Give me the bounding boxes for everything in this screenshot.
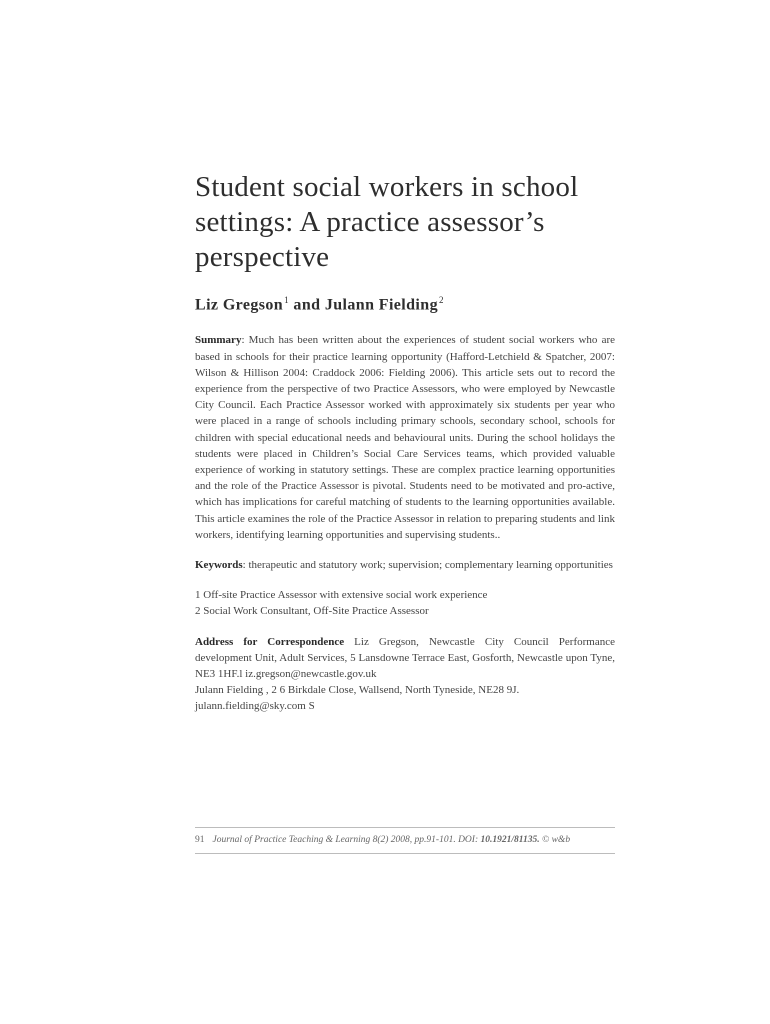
address-label: Address for Correspondence (195, 635, 345, 648)
keywords-text: : therapeutic and statutory work; supervision; complementary learning opportunities (242, 558, 613, 571)
article-title: Student social workers in school settings: A practice assessor’s perspective (195, 171, 579, 273)
author-name: Liz Gregson (195, 296, 284, 314)
summary-label: Summary (195, 334, 242, 347)
address-line (195, 634, 615, 683)
keywords-label: Keywords (195, 558, 243, 571)
summary-paragraph (195, 332, 615, 543)
journal-footer (195, 827, 615, 854)
rights-text: © w&b (539, 835, 571, 845)
page-number: 91 (195, 835, 205, 845)
correspondence-address (195, 634, 615, 715)
author-line (195, 295, 615, 314)
author-notes (195, 587, 615, 619)
author-footnote-marker: 1 (284, 295, 290, 305)
address-line: Julann Fielding , 2 6 Birkdale Close, Wallsend, North Tyneside, NE28 9J. (195, 684, 520, 697)
author-note: 1 Off-site Practice Assessor with extensive social work experience (195, 589, 488, 602)
doi-text: 10.1921/81135. (480, 835, 540, 845)
summary-text: : Much has been written about the experiences of student social workers who are based in schools for their practice learning opportunity (Hafford-Letchield & Spatcher, 2007: Wilson & Hillison 2004: Craddock 2006: Fielding 2006). This article sets out to record the experience from the perspective of two Practice Assessors, who were employed by Newcastle City Council. Each Practice Assessor worked with approximately six students per year who were placed in a range of schools including primary schools, secondary school, schools for children with special educational needs and behavioural units. During the school holidays the students were placed in Children’s Social Care Services teams, which provided valuable experience of working in statutory settings. These are complex practice learning opportunities and the role of the Practice Assessor is pivotal. Students need to be motivated and pro-active, which has implications for careful matching of students to the learning opportunities available. This article examines the role of the Practice Assessor in relation to preparing students and link workers, identifying learning opportunities and supervising students.. (195, 334, 615, 541)
author-connector: and (293, 296, 321, 314)
address-line: julann.fielding@sky.com S (195, 700, 315, 713)
author-note: 2 Social Work Consultant, Off-Site Practice Assessor (195, 605, 429, 618)
article-first-page (195, 170, 615, 715)
keywords-paragraph (195, 557, 615, 573)
address-text: Liz Gregson, Newcastle City Council Performance development Unit, Adult Services, 5 Lansdowne Terrace East, Gosforth, Newcastle upon Tyne, NE3 1HF.l iz.gregson@newcastle.gov.uk (195, 635, 615, 680)
journal-citation: Journal of Practice Teaching & Learning 8(2) 2008, pp.91-101. DOI: (212, 835, 481, 845)
author-name: Julann Fielding (324, 296, 438, 314)
author-footnote-marker: 2 (438, 295, 444, 305)
